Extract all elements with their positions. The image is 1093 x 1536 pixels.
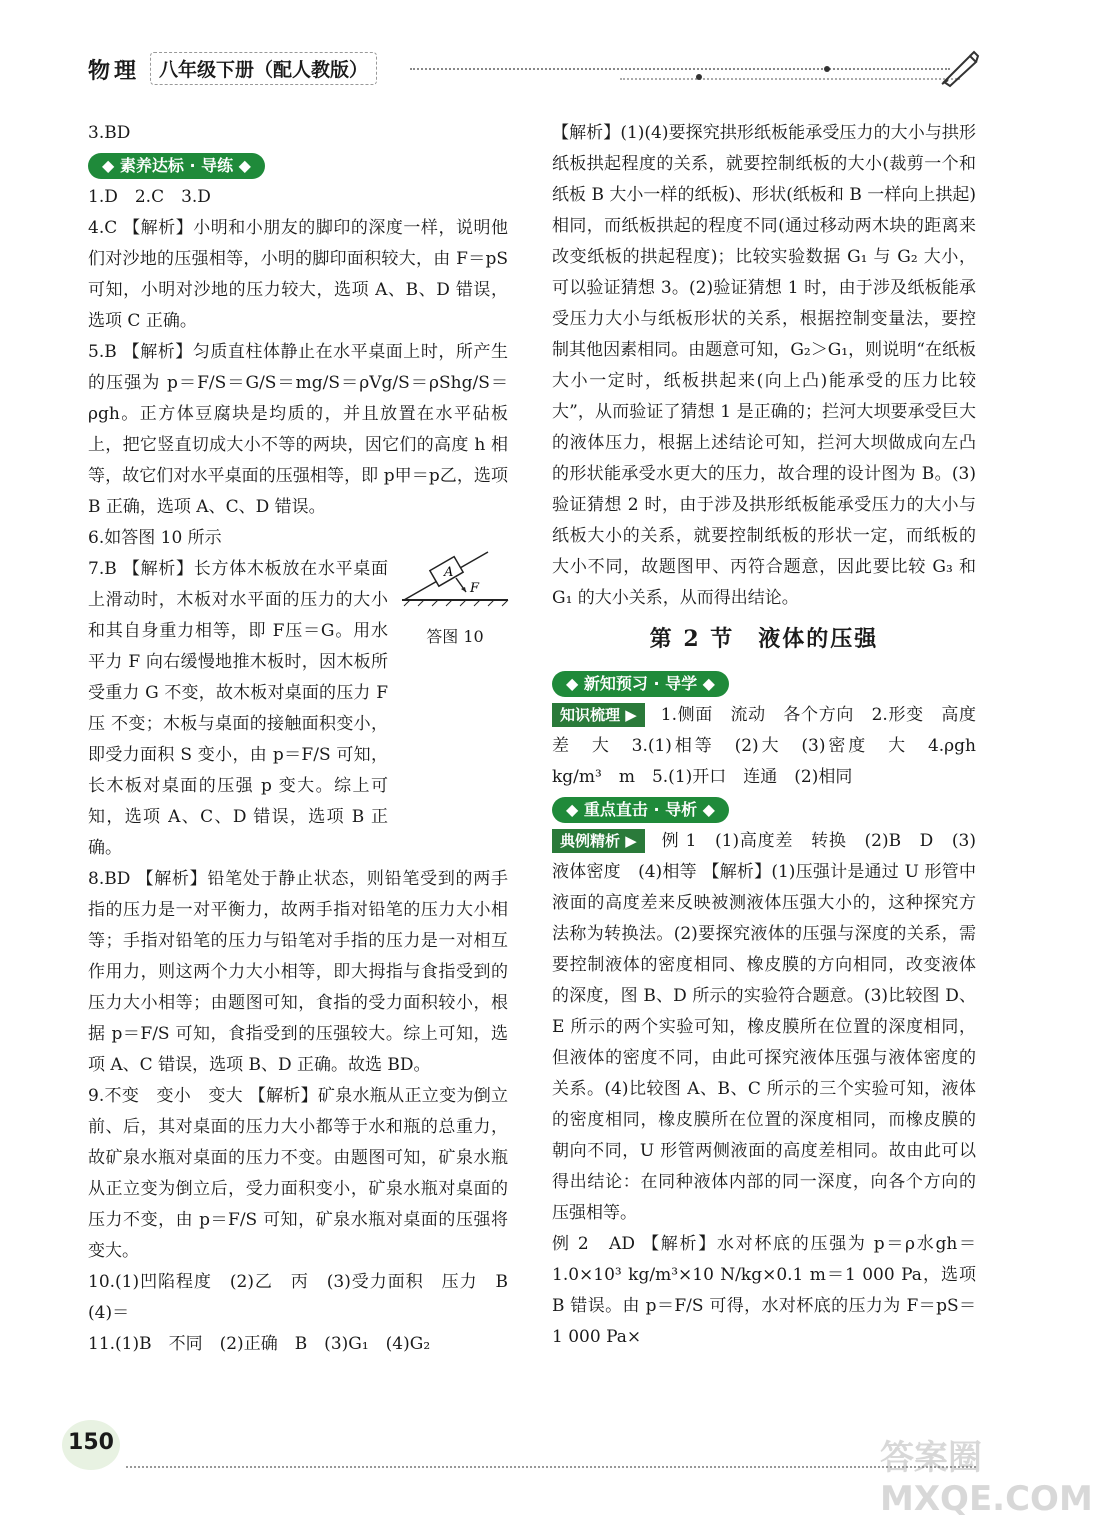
left-column	[88, 118, 525, 1360]
answer-paragraph: 8.BD 【解析】铅笔处于静止状态，则铅笔受到的两手指的压力是一对平衡力，故两手指对铅笔的压力大小相等；手指对铅笔的压力与铅笔对手指的压力是一对相互作用力，则这两个力大小相等，即大拇指与食指受到的压力大小相等；由题图可知，食指的受力面积较小，根据 p＝F/S 可知，食指受到的压强较大。综上可知，选项 A、C 错误，选项 B、D 正确。故选 BD。	[88, 869, 508, 1075]
knowledge-tag: 知识梳理 ▶	[552, 703, 645, 727]
figure-10	[400, 548, 510, 646]
right-column	[552, 118, 993, 1353]
section-title: 第 2 节 液体的压强	[649, 626, 879, 652]
footer-rule	[126, 1466, 976, 1468]
answer-paragraph: 5.B 【解析】匀质直柱体静止在水平桌面上时，所产生的压强为 p＝F/S＝G/S＝mg/S＝ρVg/S＝ρShg/S＝ρgh。正方体豆腐块是均质的，并且放置在水平砧板上，把它竖直切成大小不等的两块，因它们的高度 h 相等，故它们对水平桌面的压强相等，即 p甲＝p乙，选项 B 正确，选项 A、C、D 错误。	[88, 342, 508, 517]
watermark: 答案圈 MXQE.COM	[880, 1438, 1093, 1519]
incline-diagram	[400, 548, 510, 610]
answer-paragraph: 9.不变 变小 变大 【解析】矿泉水瓶从正立变为倒立前、后，其对桌面的压力大小都等于水和瓶的总重力，故矿泉水瓶对桌面的压力不变。由题图可知，矿泉水瓶从正立变为倒立后，受力面积变小，矿泉水瓶对桌面的压力不变，由 p＝F/S 可知，矿泉水瓶对桌面的压强将变大。	[88, 1086, 508, 1261]
answer-paragraph: 【解析】(1)(4)要探究拱形纸板能承受压力的大小与拱形纸板拱起程度的关系，就要控制纸板的大小(裁剪一个和纸板 B 大小一样的纸板)、形状(纸板和 B 一样向上拱起)相同，而纸板拱起的程度不同(通过移动两木块的距离来改变纸板的拱起程度)；比较实验数据 G₁ 与 G₂ 大小，可以验证猜想 3。(2)验证猜想 1 时，由于涉及纸板能承受压力大小与纸板形状的关系，根据控制变量法，要控制其他因素相同。由题意可知，G₂＞G₁，则说明“在纸板大小一定时，纸板拱起来(向上凸)能承受的压力比较大”，从而验证了猜想 1 是正确的；拦河大坝要承受巨大的液体压力，根据上述结论可知，拦河大坝做成向左凸的形状能承受水更大的压力，故合理的设计图为 B。(3)验证猜想 2 时，由于涉及拱形纸板能承受压力的大小与纸板大小的关系，就要控制纸板的形状一定，而纸板的大小不同，故题图甲、丙符合题意，因此要比较 G₃ 和 G₁ 的大小关系，从而得出结论。	[552, 123, 976, 608]
header-dot	[824, 66, 830, 72]
page-number: 150	[68, 1430, 114, 1455]
header-rule	[410, 68, 950, 70]
grade-label: 八年级下册（配人教版）	[150, 52, 377, 85]
label-f: F	[470, 581, 480, 596]
page-number-badge	[56, 1418, 124, 1472]
answer-paragraph: 例 2 AD 【解析】水对杯底的压强为 p＝ρ水gh＝1.0×10³ kg/m³×10 N/kg×0.1 m＝1 000 Pa，选项 B 错误。由 p＝F/S 可得，水对杯底的压力为 F＝pS＝1 000 Pa×	[552, 1234, 976, 1347]
section-badge: ◆ 素养达标 · 导练 ◆	[88, 153, 265, 179]
example-tag: 典例精析 ▶	[552, 829, 645, 853]
section-badge: ◆ 新知预习 · 导学 ◆	[552, 671, 729, 697]
answer-paragraph: 7.B 【解析】长方体木板放在水平桌面上滑动时，木板对水平面的压力的大小和其自身重力相等，即 F压＝G。用水平力 F 向右缓慢地推木板时，因木板所受重力 G 不变，故木板对桌面的压力 F压 不变；木板与桌面的接触面积变小，即受力面积 S 变小，由 p＝F/S 可知，长木板对桌面的压强 p 变大。综上可知，选项 A、C、D 错误，选项 B 正确。	[88, 559, 388, 858]
answer-paragraph	[552, 826, 976, 1229]
answer-text: 例 1 (1)高度差 转换 (2)B D (3)液体密度 (4)相等 【解析】(1)压强计是通过 U 形管中液面的高度差来反映被测液体压强大小的，这种探究方法称为转换法。(2)要探究液体的压强与深度的关系，需要控制液体的密度相同、橡皮膜的方向相同，改变液体的深度，图 B、D 所示的实验符合题意。(3)比较图 D、E 所示的两个实验可知，橡皮膜所在位置的深度相同，但液体的密度不同，由此可探究液体压强与液体密度的关系。(4)比较图 A、B、C 所示的三个实验可知，液体的密度相同，橡皮膜所在位置的深度相同，而橡皮膜的朝向不同，U 形管两侧液面的高度差相同。故由此可以得出结论：在同种液体内部的同一深度，向各个方向的压强相等。	[552, 831, 976, 1223]
section-badge: ◆ 重点直击 · 导析 ◆	[552, 797, 729, 823]
answer-line: 11.(1)B 不同 (2)正确 B (3)G₁ (4)G₂	[88, 1334, 431, 1354]
header-dot	[696, 74, 702, 80]
subject-title: 物理	[88, 59, 141, 84]
figure-caption: 答图 10	[426, 627, 484, 646]
page-header	[80, 50, 980, 90]
header-rule-lower	[620, 78, 960, 80]
answer-line: 1.D 2.C 3.D	[88, 187, 211, 207]
answer-line: 6.如答图 10 所示	[88, 528, 222, 548]
answer-paragraph: 4.C 【解析】小明和小朋友的脚印的深度一样，说明他们对沙地的压强相等，小明的脚印面积较大，由 F＝pS 可知，小明对沙地的压力较大，选项 A、B、D 错误，选项 C 正确。	[88, 218, 508, 331]
answer-paragraph	[552, 700, 993, 793]
answer-text: 1.侧面 流动 各个方向 2.形变 高度差 大 3.(1)相等 (2)大 (3)密度 大 4.ρgh kg/m³ m 5.(1)开口 连通 (2)相同	[552, 705, 993, 787]
answer-line: 10.(1)凹陷程度 (2)乙 丙 (3)受力面积 压力 B (4)＝	[88, 1272, 525, 1323]
pen-icon	[940, 50, 980, 86]
label-a: A	[444, 565, 454, 580]
answer-line: 3.BD	[88, 123, 131, 143]
